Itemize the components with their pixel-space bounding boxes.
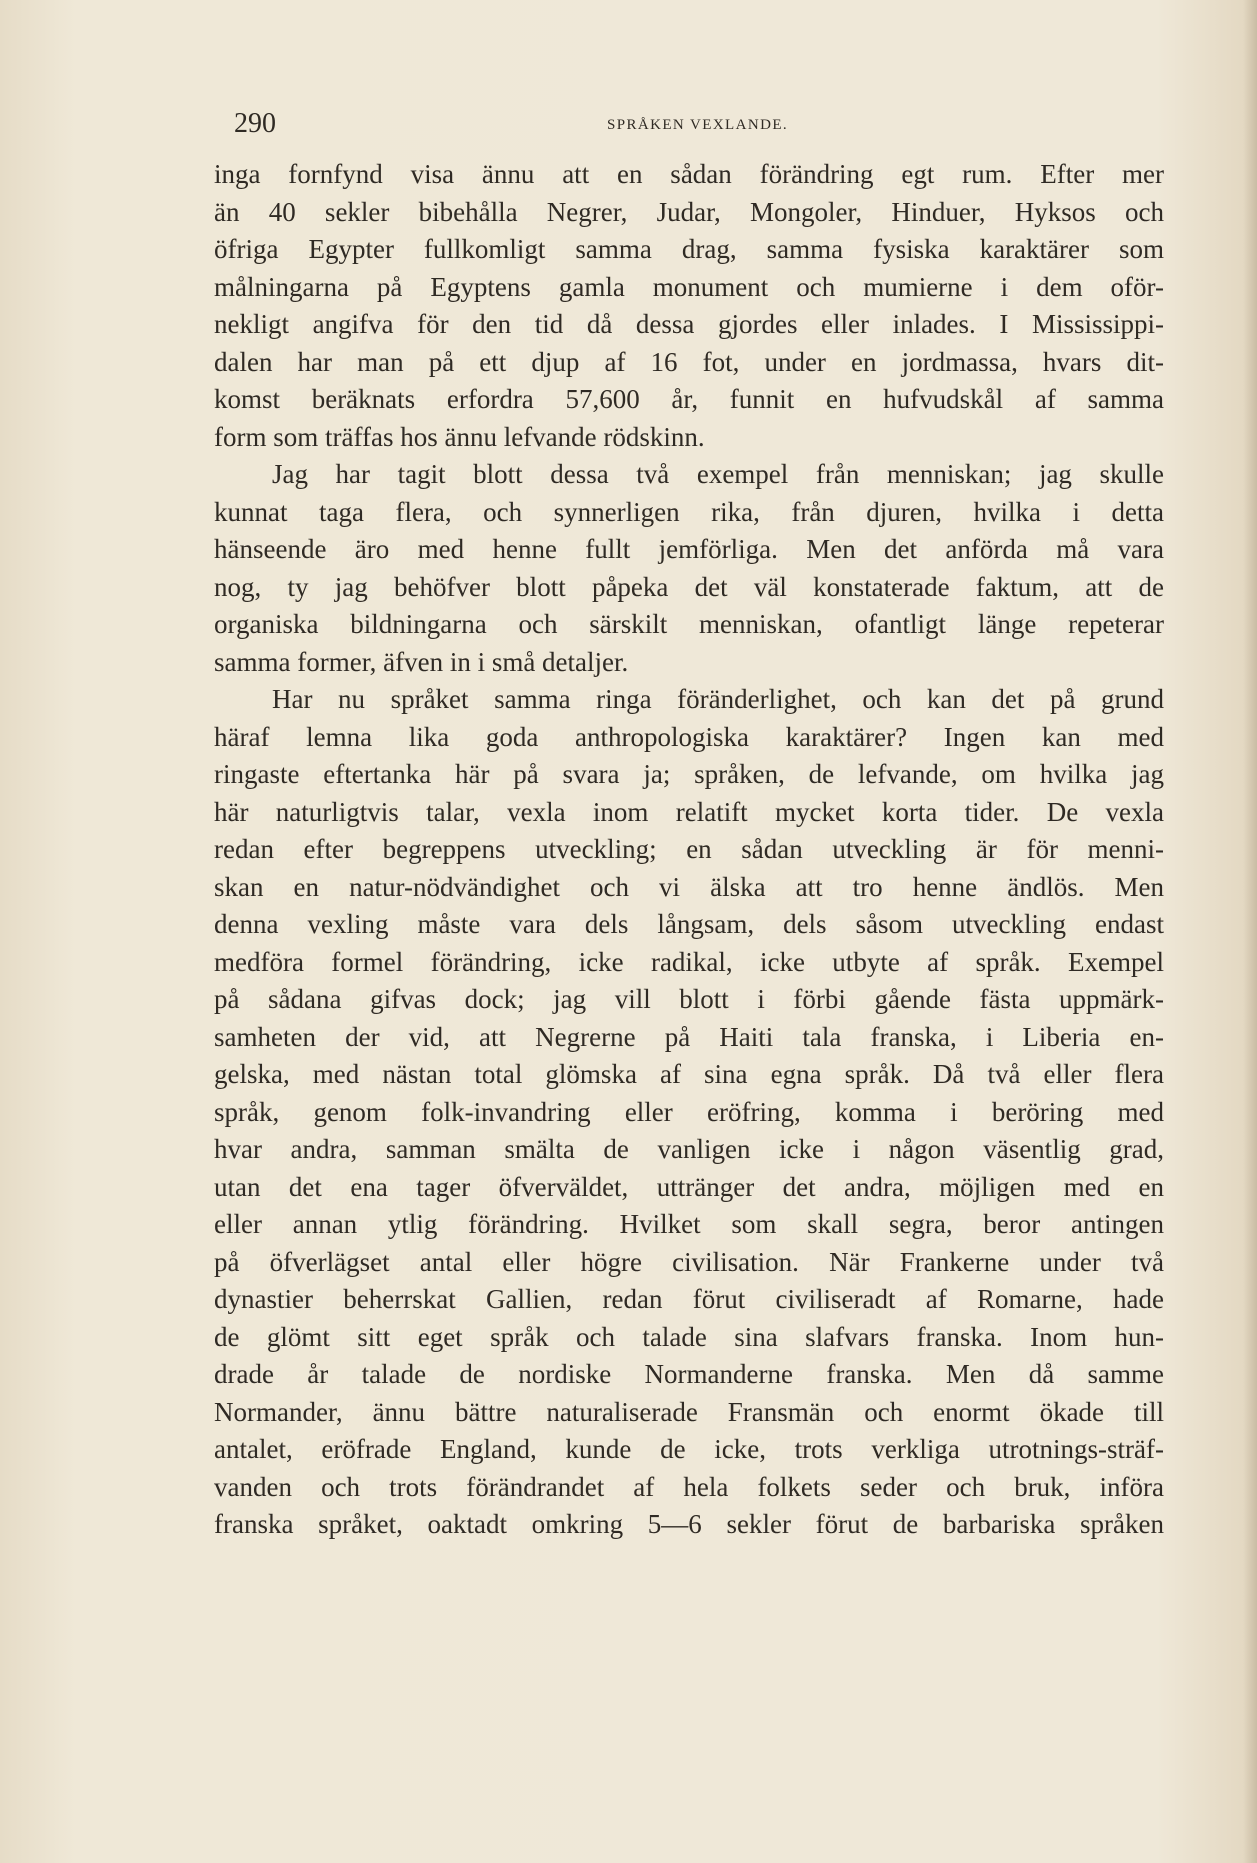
text-line: redan efter begreppens utveckling; en sådan utveckling är för menni- bbox=[214, 834, 1164, 864]
text-line: samheten der vid, att Negrerne på Haiti tala franska, i Liberia en- bbox=[214, 1021, 1164, 1052]
text-line: hänseende äro med henne fullt jemförliga. Men det anförda må vara bbox=[214, 534, 1164, 564]
text-line: språk, genom folk-invandring eller eröfring, komma i beröring med bbox=[214, 1096, 1164, 1127]
text-line: eller annan ytlig förändring. Hvilket som skall segra, beror antingen bbox=[214, 1209, 1164, 1239]
text-line: hvar andra, samman smälta de vanligen icke i någon väsentlig grad, bbox=[214, 1134, 1164, 1164]
text-line: inga fornfynd visa ännu att en sådan förändring egt rum. Efter mer bbox=[214, 159, 1164, 189]
text-line: häraf lemna lika goda anthropologiska karaktärer? Ingen kan med bbox=[214, 721, 1164, 752]
text-line: dalen har man på ett djup af 16 fot, under en jordmassa, hvars dit- bbox=[214, 346, 1164, 377]
text-line: organiska bildningarna och särskilt menniskan, ofantligt länge repeterar bbox=[214, 609, 1164, 639]
text-line: gelska, med nästan total glömska af sina egna språk. Då två eller flera bbox=[214, 1059, 1164, 1089]
text-line: Jag har tagit blott dessa två exempel från menniskan; jag skulle bbox=[272, 459, 1164, 489]
text-line: nog, ty jag behöfver blott påpeka det väl konstaterade faktum, att de bbox=[214, 571, 1164, 602]
running-head: SPRÅKEN VEXLANDE. bbox=[607, 117, 789, 133]
text-line: drade år talade de nordiske Normanderne franska. Men då samme bbox=[214, 1359, 1164, 1389]
text-line: på öfverlägset antal eller högre civilisation. När Frankerne under två bbox=[214, 1246, 1164, 1277]
page-edge-shadow bbox=[1243, 0, 1257, 1863]
text-line: ringaste eftertanka här på svara ja; språken, de lefvande, om hvilka jag bbox=[214, 759, 1164, 789]
text-line: nekligt angifva för den tid då dessa gjordes eller inlades. I Mississippi- bbox=[214, 309, 1164, 339]
text-line: Normander, ännu bättre naturaliserade Fransmän och enormt ökade till bbox=[214, 1396, 1164, 1427]
text-line: på sådana gifvas dock; jag vill blott i förbi gående fästa uppmärk- bbox=[214, 984, 1164, 1014]
text-line: franska språket, oaktadt omkring 5—6 sekler förut de barbariska språken bbox=[214, 1509, 1164, 1539]
text-line: komst beräknats erfordra 57,600 år, funnit en hufvudskål af samma bbox=[214, 384, 1164, 414]
text-line: Har nu språket samma ringa föränderlighet, och kan det på grund bbox=[272, 684, 1164, 714]
text-line: kunnat taga flera, och synnerligen rika, från djuren, hvilka i detta bbox=[214, 496, 1164, 527]
page-number: 290 bbox=[234, 108, 276, 139]
text-line: här naturligtvis talar, vexla inom relatift mycket korta tider. De vexla bbox=[214, 796, 1164, 827]
text-line: denna vexling måste vara dels långsam, dels såsom utveckling endast bbox=[214, 909, 1164, 939]
text-line: antalet, eröfrade England, kunde de icke, trots verkliga utrotnings-sträf- bbox=[214, 1434, 1164, 1464]
text-line: de glömt sitt eget språk och talade sina slafvars franska. Inom hun- bbox=[214, 1321, 1164, 1352]
text-line: målningarna på Egyptens gamla monument och mumierne i dem oför- bbox=[214, 271, 1164, 302]
text-line: än 40 sekler bibehålla Negrer, Judar, Mongoler, Hinduer, Hyksos och bbox=[214, 196, 1164, 227]
text-line: öfriga Egypter fullkomligt samma drag, samma fysiska karaktärer som bbox=[214, 234, 1164, 264]
body-text bbox=[214, 156, 1164, 1544]
text-line: skan en natur-nödvändighet och vi älska att tro henne ändlös. Men bbox=[214, 871, 1164, 902]
text-line: medföra formel förändring, icke radikal, icke utbyte af språk. Exempel bbox=[214, 946, 1164, 977]
text-line: dynastier beherrskat Gallien, redan förut civiliseradt af Romarne, hade bbox=[214, 1284, 1164, 1314]
text-line: form som träffas hos ännu lefvande rödskinn. bbox=[214, 421, 705, 452]
text-line: utan det ena tager öfverväldet, uttränger det andra, möjligen med en bbox=[214, 1171, 1164, 1202]
text-line: samma former, äfven in i små detaljer. bbox=[214, 646, 629, 677]
text-line: vanden och trots förändrandet af hela folkets seder och bruk, införa bbox=[214, 1471, 1164, 1502]
page-header bbox=[214, 108, 1164, 140]
